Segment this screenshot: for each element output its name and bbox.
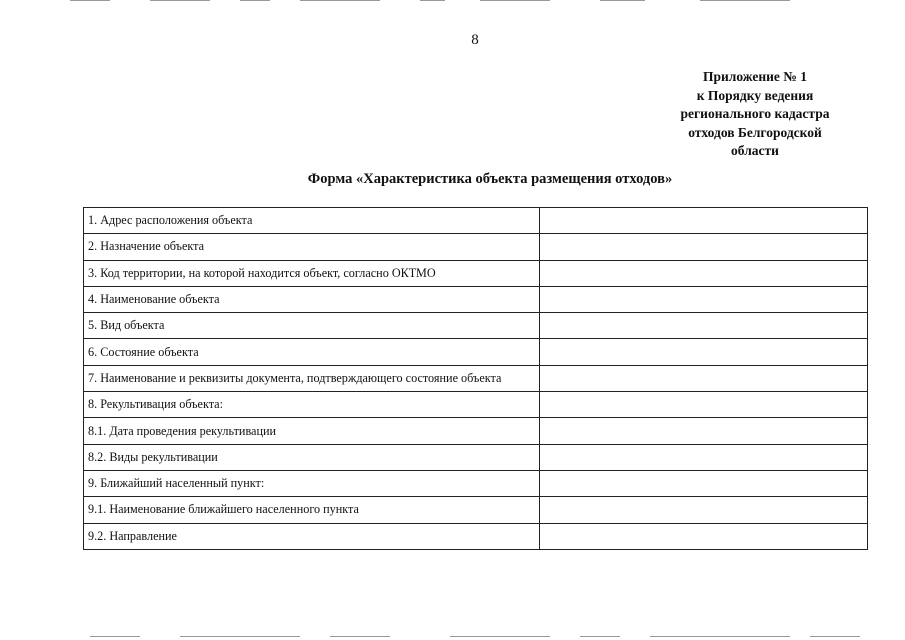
row-label: 8.1. Дата проведения рекультивации [84, 418, 540, 444]
row-label: 9.2. Направление [84, 523, 540, 549]
row-label: 2. Назначение объекта [84, 234, 540, 260]
row-value[interactable] [540, 286, 868, 312]
row-value[interactable] [540, 365, 868, 391]
row-label: 3. Код территории, на которой находится объект, согласно ОКТМО [84, 260, 540, 286]
table-row [84, 523, 868, 549]
table-row [84, 444, 868, 470]
row-label: 6. Состояние объекта [84, 339, 540, 365]
scan-edge-top [0, 0, 905, 2]
row-value[interactable] [540, 313, 868, 339]
row-value[interactable] [540, 418, 868, 444]
row-label: 8. Рекультивация объекта: [84, 392, 540, 418]
appendix-line: области [731, 143, 779, 158]
scan-edge-bottom [0, 636, 905, 638]
appendix-line: отходов Белгородской [688, 124, 822, 140]
row-value[interactable] [540, 497, 868, 523]
characteristics-table [83, 207, 868, 550]
form-title: Форма «Характеристика объекта размещения отходов» [307, 171, 673, 187]
table-row [84, 313, 868, 339]
table-row [84, 470, 868, 496]
table-row [84, 234, 868, 260]
table-row [84, 392, 868, 418]
row-value[interactable] [540, 260, 868, 286]
page-number: 8 [471, 32, 479, 48]
row-label: 7. Наименование и реквизиты документа, подтверждающего состояние объекта [84, 365, 540, 391]
appendix-line: регионального кадастра [680, 106, 830, 121]
row-label: 9.1. Наименование ближайшего населенного пункта [84, 497, 540, 523]
row-value[interactable] [540, 523, 868, 549]
table-row [84, 260, 868, 286]
row-label: 4. Наименование объекта [84, 286, 540, 312]
row-label: 5. Вид объекта [84, 313, 540, 339]
table-row [84, 497, 868, 523]
table-row [84, 208, 868, 234]
row-label: 9. Ближайший населенный пункт: [84, 470, 540, 496]
table-row [84, 365, 868, 391]
row-value[interactable] [540, 470, 868, 496]
row-value[interactable] [540, 392, 868, 418]
row-value[interactable] [540, 444, 868, 470]
table-row [84, 286, 868, 312]
appendix-line: к Порядку ведения [696, 87, 814, 103]
row-label: 8.2. Виды рекультивации [84, 444, 540, 470]
table-row [84, 418, 868, 444]
appendix-line: Приложение № 1 [703, 69, 807, 84]
row-value[interactable] [540, 339, 868, 365]
appendix-heading [665, 68, 845, 161]
table-row [84, 339, 868, 365]
row-value[interactable] [540, 234, 868, 260]
row-label: 1. Адрес расположения объекта [84, 208, 540, 234]
row-value[interactable] [540, 208, 868, 234]
